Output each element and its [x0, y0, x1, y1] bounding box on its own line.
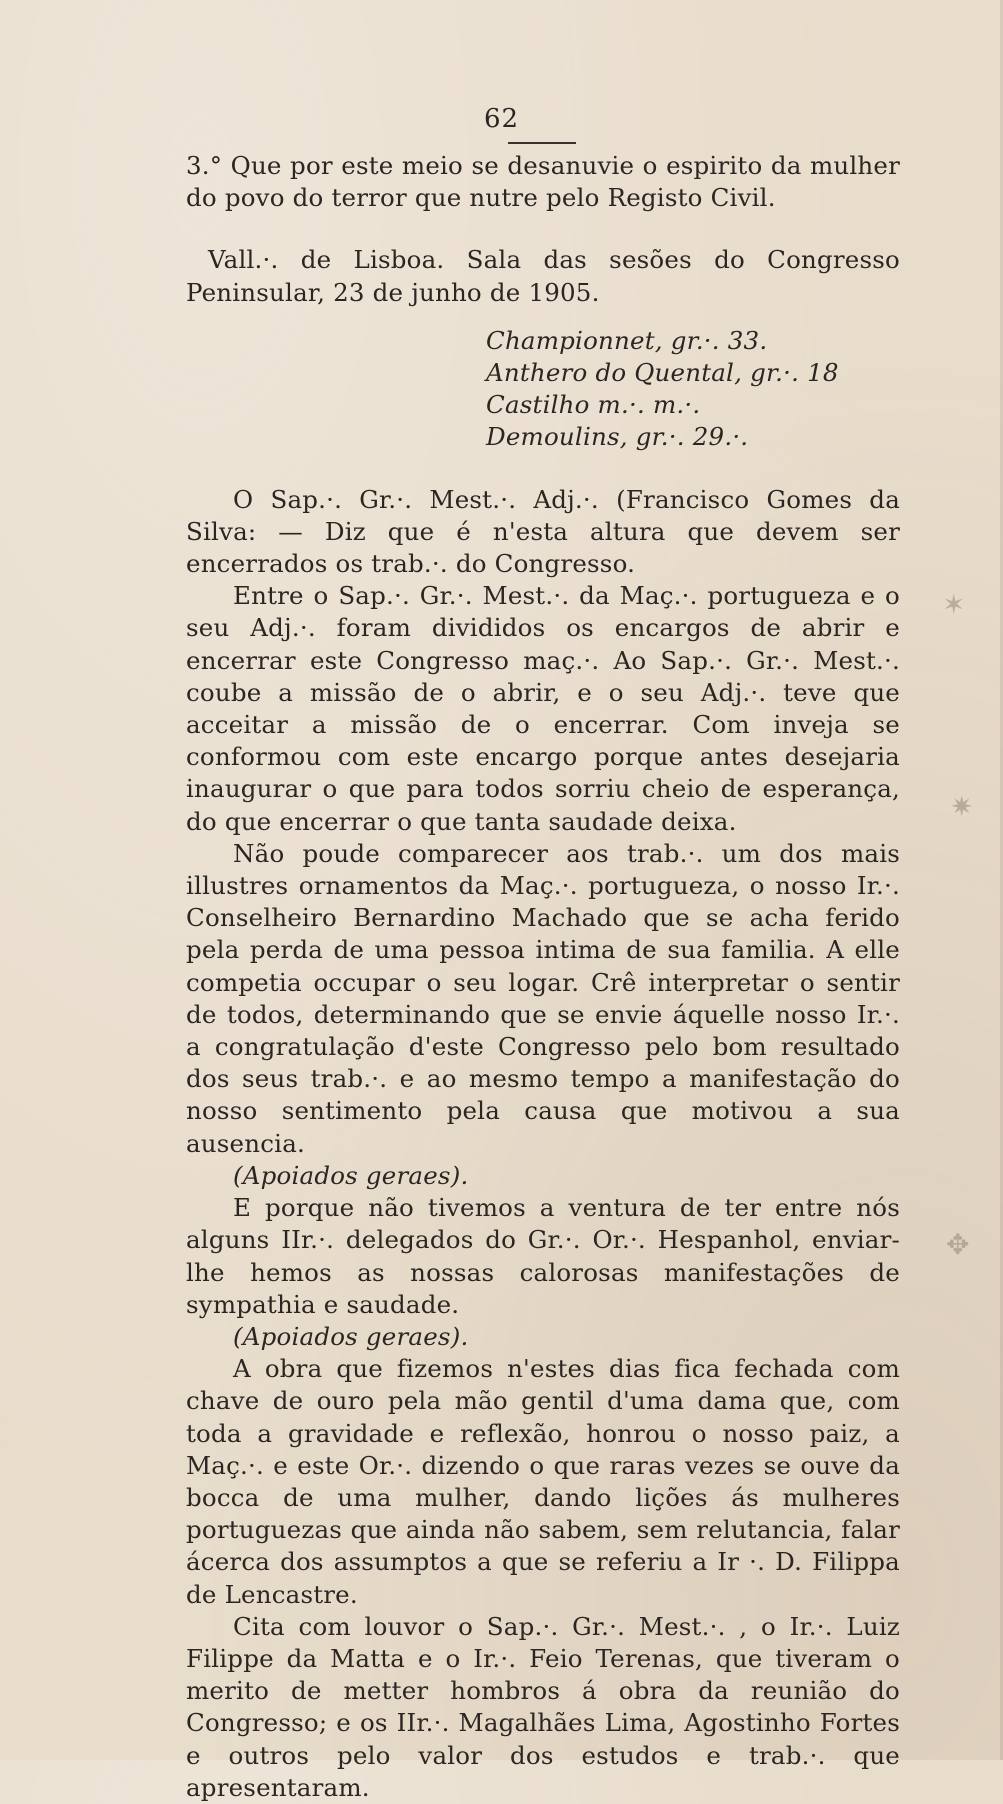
page-number-rule — [508, 142, 576, 144]
paragraph-applause: (Apoiados geraes). — [233, 1321, 469, 1351]
paragraph-encargos: Entre o Sap.·. Gr.·. Mest.·. da Maç.·. portugueza e o seu Adj.·. foram divididos os encargos de abrir e encerrar este Congresso maç.·. Ao Sap.·. Gr.·. Mest.·. coube a missão de o abrir, e o seu Adj.·. teve que acceitar a missão de o encerrar. Com inveja se conformou com este encargo porque antes desejaria inaugurar o que para todos sorriu cheio de esperança, do que encerrar o que tanta saudade deixa. — [186, 581, 900, 836]
signature-line: Anthero do Quental, gr.·. 18 — [486, 358, 839, 388]
signature-block — [186, 325, 900, 454]
signature-line: Demoulins, gr.·. 29.·. — [486, 422, 749, 452]
body-text — [186, 150, 900, 1804]
paragraph-filippa-lencastre: A obra que fizemos n'estes dias fica fechada com chave de ouro pela mão gentil d'uma dama que, com toda a gravidade e reflexão, honrou o nosso paiz, a Maç.·. e este Or.·. dizendo o que raras vezes se ouve da bocca de uma mulher, dando lições ás mulheres portuguezas que ainda não sabem, sem relutancia, falar ácerca dos assumptos a que se referiu a Ir ·. D. Filippa de Lencastre. — [186, 1354, 900, 1609]
signature-line: Championnet, gr.·. 33. — [486, 325, 768, 355]
paragraph-item-3: 3.° Que por este meio se desanuvie o espirito da mulher do povo do terror que nutre pelo Registo Civil. — [186, 151, 900, 213]
page-number: 62 — [483, 104, 520, 134]
paragraph-dateline: Vall.·. de Lisboa. Sala das sesões do Congresso Peninsular, 23 de junho de 1905. — [186, 245, 900, 307]
paragraph-louvor: Cita com louvor o Sap.·. Gr.·. Mest.·. , o Ir.·. Luiz Filippe da Matta e o Ir.·. Feio Terenas, que tiveram o merito de metter hombros á obra da reunião do Congresso; e os IIr.·. Magalhães Lima, Agostinho Fortes e outros pelo valor dos estudos e trab.·. que apresentaram. — [186, 1611, 900, 1802]
ink-blot-icon: ✷ — [950, 790, 974, 823]
paragraph-hespanhol: E porque não tivemos a ventura de ter entre nós alguns IIr.·. delegados do Gr.·. Or.·. Hespanhol, enviar-lhe hemos as nossas calorosas manifestações de sympathia e saudade. — [186, 1193, 900, 1319]
paragraph-bernardino-machado: Não poude comparecer aos trab.·. um dos mais illustres ornamentos da Maç.·. portugueza, o nosso Ir.·. Conselheiro Bernardino Machado que se acha ferido pela perda de uma pessoa intima de sua familia. A elle competia occupar o seu logar. Crê interpretar o sentir de todos, determinando que se envie áquelle nosso Ir.·. a congratulação d'este Congresso pelo bom resultado dos seus trab.·. e ao mesmo tempo a manifestação do nosso sentimento pela causa que motivou a sua ausencia. — [186, 838, 900, 1158]
signature-line: Castilho m.·. m.·. — [486, 390, 701, 420]
paragraph-applause: (Apoiados geraes). — [233, 1160, 469, 1190]
paragraph-speaker-intro: O Sap.·. Gr.·. Mest.·. Adj.·. (Francisco Gomes da Silva: — Diz que é n'esta altura que devem ser encerrados os trab.·. do Congresso. — [186, 484, 900, 579]
ink-blot-icon: ✶ — [942, 588, 966, 621]
ink-blot-icon: ✥ — [946, 1228, 970, 1261]
